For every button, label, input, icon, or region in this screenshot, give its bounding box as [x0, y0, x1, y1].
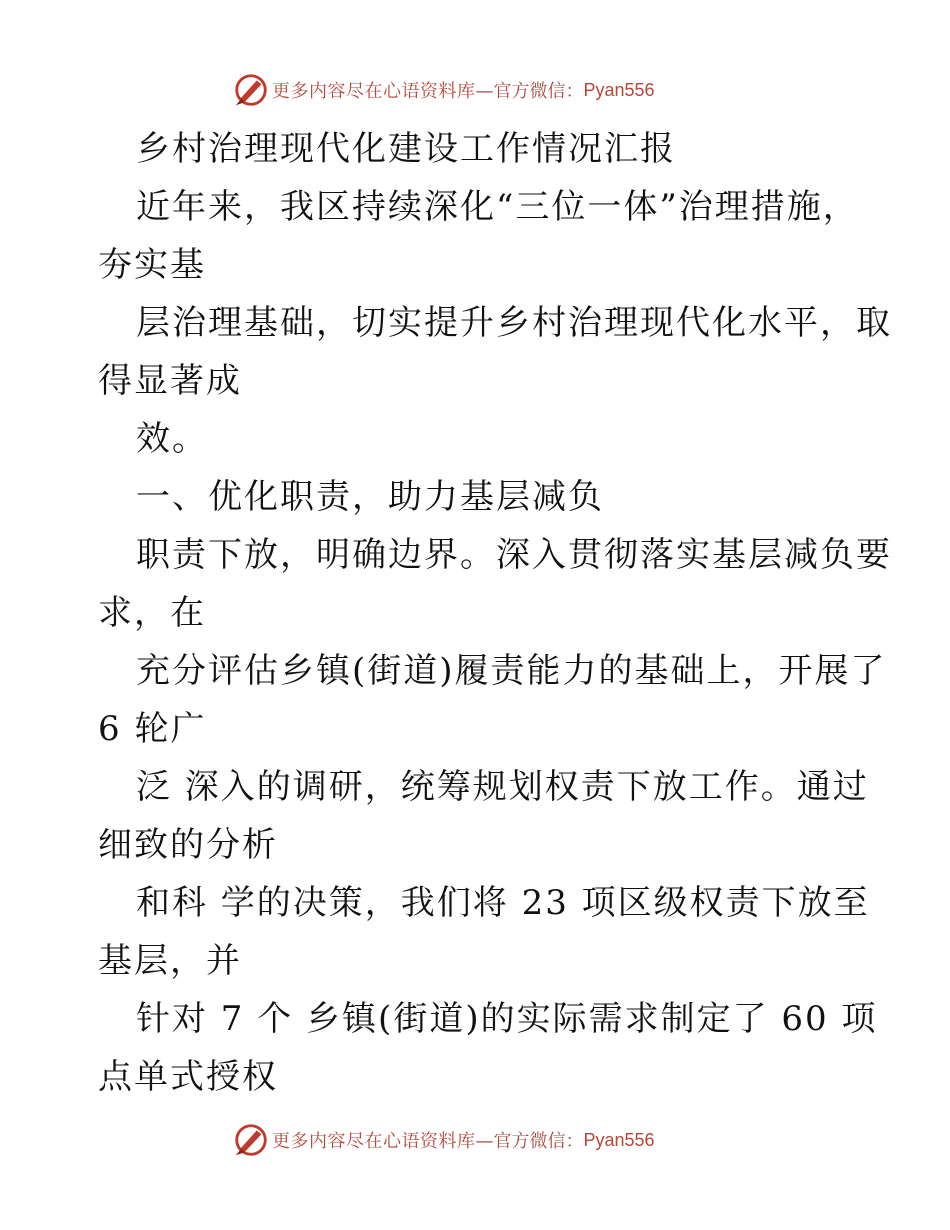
pen-nib-logo-icon: [232, 1121, 270, 1159]
paragraph-line: 细致的分析: [98, 825, 278, 865]
banner-brand-text: 更多内容尽在心语资料库: [272, 81, 476, 102]
pen-nib-logo-icon: [232, 71, 270, 109]
paragraph-line: 求，在: [98, 593, 206, 633]
paragraph-line: 点单式授权: [98, 1057, 278, 1097]
paragraph-line: 和科 学的决策，我们将 23 项区级权责下放至: [136, 883, 870, 923]
banner-wechat-label: —官方微信：: [475, 81, 584, 102]
banner-brand-text: 更多内容尽在心语资料库: [272, 1131, 476, 1152]
paragraph-line: 泛 深入的调研，统筹规划权责下放工作。通过: [136, 767, 869, 807]
document-title: 乡村治理现代化建设工作情况汇报: [136, 129, 676, 169]
paragraph-line: 夯实基: [98, 245, 206, 285]
header-watermark-banner: [232, 70, 712, 110]
paragraph-line: 职责下放，明确边界。深入贯彻落实基层减负要: [136, 535, 892, 575]
paragraph-line: 针对 7 个 乡镇(街道)的实际需求制定了 60 项: [136, 999, 878, 1039]
document-body: [98, 120, 892, 1106]
paragraph-line: 近年来，我区持续深化“三位一体”治理措施，: [136, 187, 859, 227]
paragraph-line: 得显著成: [98, 361, 242, 401]
paragraph-line: 充分评估乡镇(街道)履责能力的基础上，开展了: [136, 651, 887, 691]
banner-wechat-id: Pyan556: [583, 79, 655, 100]
paragraph-line: 6 轮广: [98, 709, 207, 749]
banner-wechat-id: Pyan556: [583, 1129, 655, 1150]
footer-watermark-banner: [232, 1120, 712, 1160]
paragraph-line: 效。: [136, 419, 208, 459]
banner-wechat-label: —官方微信：: [475, 1131, 584, 1152]
paragraph-line: 基层，并: [98, 941, 242, 981]
section-heading: 一、优化职责，助力基层减负: [136, 477, 604, 517]
paragraph-line: 层治理基础，切实提升乡村治理现代化水平，取: [136, 303, 892, 343]
